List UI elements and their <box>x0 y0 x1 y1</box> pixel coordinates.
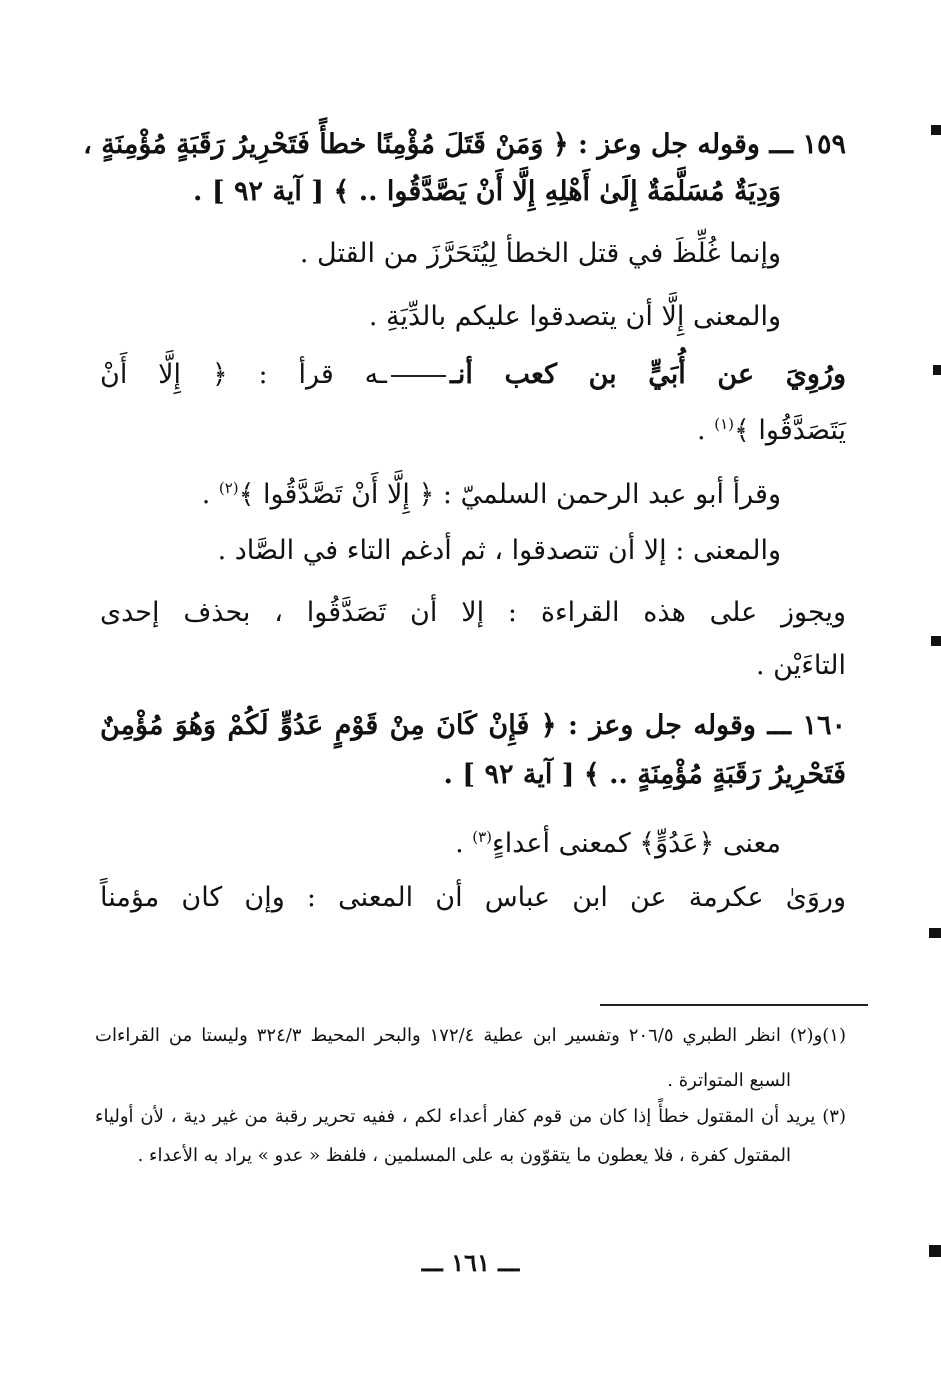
paragraph-3-line-2-text: يَتَصَدَّقُوا ﴾ <box>733 415 846 446</box>
paragraph-7 <box>455 817 781 864</box>
entry-159-line-2: وَدِيَةٌ مُسَلَّمَةٌ إِلَىٰ أَهْلِهِ إِلَّا أَنْ يَصَّدَّقُوا .. ﴾ [ آية ٩٢ ] . <box>193 176 781 207</box>
footnote-ref-2: (٢) <box>218 479 239 497</box>
paragraph-3-line-2-end: . <box>697 415 715 446</box>
margin-mark <box>933 365 941 375</box>
paragraph-3-line-2 <box>697 404 846 451</box>
entry-159-line-1: ١٥٩ ـــ وقوله جل وعز : ﴿ وَمَنْ قَتَلَ مُؤْمِنًا خطأً فَتَحْرِيرُ رَقَبَةٍ مُؤْمِنَةٍ ، <box>83 129 846 160</box>
footnote-3-marker: (٣) <box>822 1106 846 1127</box>
footnote-1-text: انظر الطبري ٢٠٦/٥ وتفسير ابن عطية ١٧٢/٤ والبحر المحيط ٣٢٤/٣ وليستا من القراءات <box>95 1025 781 1046</box>
entry-160-line-2: فَتَحْرِيرُ رَقَبَةٍ مُؤْمِنَةٍ .. ﴾ [ آية ٩٢ ] . <box>443 759 846 790</box>
footnote-3-text: يريد أن المقتول خطأً إذا كان من قوم كفار أعداء لكم ، ففيه تحرير رقبة من غير دية ، لأن أولياء <box>95 1106 816 1127</box>
paragraph-6-line-2: التاءَيْن . <box>755 650 846 681</box>
paragraph-7-end: . <box>455 828 473 859</box>
footnote-1-line-1 <box>95 1022 846 1050</box>
kashida-line <box>391 375 446 377</box>
paragraph-4 <box>202 468 781 515</box>
paragraph-4-end: . <box>201 479 219 510</box>
page-number: ـــ ١٦١ ـــ <box>421 1248 520 1277</box>
paragraph-1: وإنما غُلِّظَ في قتل الخطأ لِيُتَحَرَّزَ من القتل . <box>299 238 781 269</box>
footnote-1-marker: (١)و(٢) <box>789 1025 846 1046</box>
margin-mark <box>929 1245 941 1257</box>
paragraph-3-start: ورُوِيَ عن أُبَيٍّ بن كعب أنـ <box>449 359 846 390</box>
paragraph-5: والمعنى : إلا أن تتصدقوا ، ثم أدغم التاء في الصَّاد . <box>217 535 781 566</box>
paragraph-7-text: معنى ﴿عَدُوٍّ﴾ كمعنى أعداءٍ <box>492 828 781 859</box>
footnote-ref-1: (١) <box>714 415 734 433</box>
paragraph-4-text: وقرأ أبو عبد الرحمن السلميّ : ﴿ إِلَّا أَنْ تَصَّدَّقُوا ﴾ <box>238 479 781 510</box>
paragraph-2: والمعنى إِلَّا أن يتصدقوا عليكم بالدِّيَةِ . <box>368 301 781 332</box>
entry-160-line-1: ١٦٠ ـــ وقوله جل وعز : ﴿ فَإِنْ كَانَ مِنْ قَوْمٍ عَدُوٍّ لَكُمْ وَهُوَ مُؤْمِنٌ <box>100 710 846 741</box>
footnote-3-line-2: المقتول كفرة ، فلا يعطون ما يتقوّون به على المسلمين ، فلفظ « عدو » يراد به الأعداء . <box>137 1145 791 1166</box>
paragraph-8: وروَىٰ عكرمة عن ابن عباس أن المعنى : وإن كان مؤمناً <box>100 882 846 913</box>
footnote-ref-3: (٣) <box>472 828 493 846</box>
margin-mark <box>931 636 941 646</box>
margin-mark <box>931 125 941 135</box>
footnote-3-line-1 <box>95 1103 846 1131</box>
footnote-1-line-2: السبع المتواترة . <box>667 1070 791 1091</box>
paragraph-3-line-1 <box>100 355 846 395</box>
footnote-separator <box>600 1004 868 1006</box>
paragraph-3-cont: ـه قرأ : ﴿ إِلَّا أَنْ <box>100 359 387 390</box>
margin-mark <box>929 928 941 938</box>
paragraph-6-line-1: ويجوز على هذه القراءة : إلا أن تَصَدَّقُوا ، بحذف إحدى <box>100 597 846 628</box>
